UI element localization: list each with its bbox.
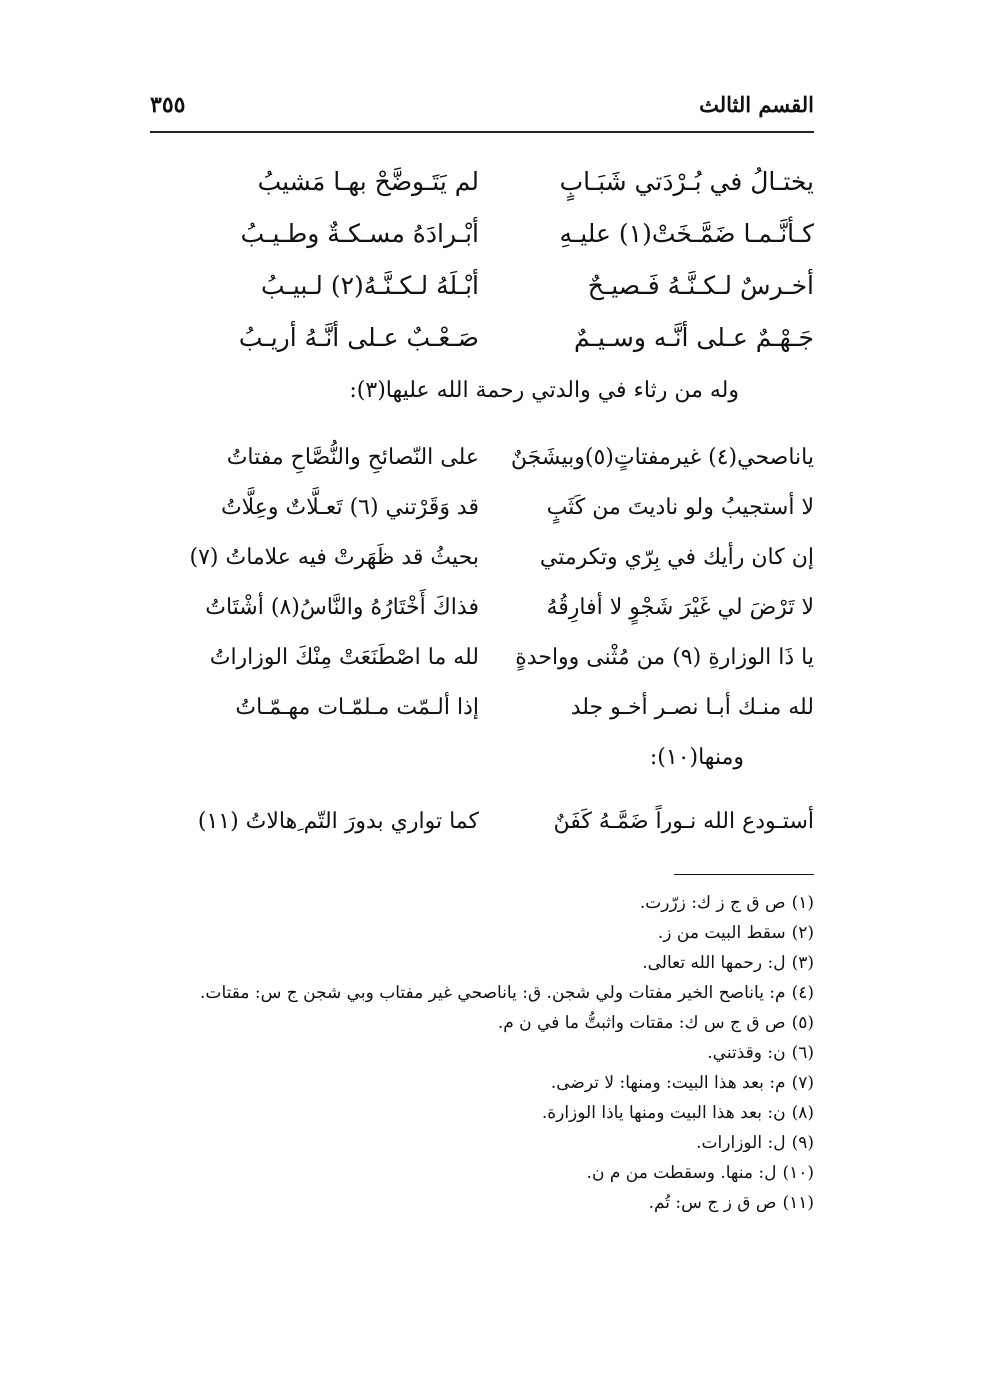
verse-line xyxy=(164,160,814,204)
verse-hemistich-left: على النّصائحِ والنُّصَّاحِ مفتاتُ xyxy=(226,445,479,470)
footnote-number: (٤) xyxy=(791,983,814,1003)
footnote-number: (١٠) xyxy=(782,1163,814,1183)
footnote-text: م: بعد هذا البيت: ومنها: لا ترضى. xyxy=(550,1073,786,1093)
verse-hemistich-left: بحيثُ قد ظَهَرتْ فيه علاماتُ (٧) xyxy=(189,545,479,570)
footnote xyxy=(134,1038,814,1068)
footnote-text: ص ق ج س ك: مقتات واثبتُّ ما في ن م. xyxy=(497,1013,786,1033)
footnote-number: (٨) xyxy=(791,1103,814,1123)
verse-hemistich-right: لله منـك أبـا نصـر أخـو جلد xyxy=(570,695,814,720)
footnote xyxy=(134,978,814,1008)
verse-hemistich-right: يختـالُ في بُـرْدَتي شَبَـابٍ xyxy=(559,167,814,196)
footnote xyxy=(134,1068,814,1098)
verse-hemistich-right: أستـودع الله نـوراً ضَمَّـهُ كَفَنٌ xyxy=(553,809,814,834)
footnote xyxy=(134,1158,814,1188)
footnote xyxy=(134,918,814,948)
verse-hemistich-left: قد وَقَرْتني (٦) تَعـلَّاتٌ وعِلَّاتُ xyxy=(220,495,479,520)
footnote xyxy=(134,1098,814,1128)
verse-line xyxy=(164,800,814,844)
footnote xyxy=(134,888,814,918)
poem-excerpt-intro: ومنها(١٠): xyxy=(649,745,744,770)
verse-hemistich-right: كـأنَّـمـا ضَمَّـخَتْ(١) عليـهِ xyxy=(559,219,814,248)
verse-hemistich-right: جَـهْـمٌ عـلى أنَّـه وسـيـمٌ xyxy=(574,323,814,352)
footnote-text: ص ق ج ز ك: زرّرت. xyxy=(639,893,786,913)
verse-line xyxy=(164,686,814,730)
verse-hemistich-left: صَـعْـبٌ عـلى أنَّـهُ أريـبُ xyxy=(238,323,479,352)
verse-hemistich-right: ياناصحي(٤) غيرمفتاتٍ(٥)وبيشَجَنٌ xyxy=(510,445,814,470)
verse-hemistich-right: لا تَرْضَ لي غَيْرَ شَجْوٍ لا أفارِقُهُ xyxy=(546,595,814,620)
verse-hemistich-right: لا أستجيبُ ولو ناديتَ من كَثَبٍ xyxy=(546,495,814,520)
footnote xyxy=(134,1008,814,1038)
verse-hemistich-right: يا ذَا الوزارةِ (٩) من مُثْنى وواحدةٍ xyxy=(515,645,814,670)
verse-line xyxy=(164,316,814,360)
footnote-text: م: ياناصح الخير مفتات ولي شجن. ق: ياناصحي غير مفتاب وبي شجن ج س: مقتات. xyxy=(200,983,786,1003)
footnote-number: (٧) xyxy=(791,1073,814,1093)
verse-hemistich-left: لله ما اصْطَنَعَتْ مِنْكَ الوزاراتُ xyxy=(209,645,479,670)
verse-hemistich-left: فذاكَ أَخْتَارُهُ والنَّاسُ(٨) أشْتَاتُ xyxy=(205,595,479,620)
footnote-text: ن: بعد هذا البيت ومنها ياذا الوزارة. xyxy=(541,1103,786,1123)
verse-hemistich-right: أخـرسٌ لـكـنَّـهُ فَـصيـحٌ xyxy=(587,271,814,300)
footnote-text: ن: وقذتني. xyxy=(707,1043,786,1063)
footnote-number: (١) xyxy=(791,893,814,913)
footnote xyxy=(134,1188,814,1218)
verse-line xyxy=(164,486,814,530)
verse-line xyxy=(164,536,814,580)
header-divider xyxy=(150,131,814,133)
footnote-number: (٥) xyxy=(791,1013,814,1033)
footnote-text: سقط البيت من ز. xyxy=(657,923,786,943)
verse-hemistich-right: إن كان رأيك في بِرّي وتكرمتي xyxy=(539,545,814,570)
footnote xyxy=(134,1128,814,1158)
verse-line xyxy=(164,586,814,630)
footnote-number: (٣) xyxy=(791,953,814,973)
verse-hemistich-left: أبْـلَهُ لـكـنَّـهُ(٢) لـبيـبُ xyxy=(261,271,479,300)
verse-line xyxy=(164,436,814,480)
verse-hemistich-left: أبْـرادَهُ مسـكـةٌ وطـيـبُ xyxy=(240,219,479,248)
footnote-text: ص ق ز ج س: تُم. xyxy=(648,1193,777,1213)
footnote-number: (١١) xyxy=(782,1193,814,1213)
footnote-text: ل: رحمها الله تعالى. xyxy=(642,953,786,973)
footnote-number: (٦) xyxy=(791,1043,814,1063)
footnote-text: ل: الوزارات. xyxy=(696,1133,786,1153)
footnote xyxy=(134,948,814,978)
verse-hemistich-left: لم يَتَـوضَّحْ بهـا مَشيبُ xyxy=(257,167,479,196)
verse-hemistich-left: كما تواري بدورَ التّم ِهالاتُ (١١) xyxy=(197,809,479,834)
verse-hemistich-left: إذا ألـمّت مـلمّـات مهـمّـاتُ xyxy=(235,695,479,720)
footnote-number: (٩) xyxy=(791,1133,814,1153)
footnote-number: (٢) xyxy=(791,923,814,943)
page-number: ٣٥٥ xyxy=(150,92,186,118)
footnote-text: ل: منها. وسقطت من م ن. xyxy=(586,1163,777,1183)
verse-line xyxy=(164,636,814,680)
footnotes xyxy=(134,888,814,1218)
poem-intro: وله من رثاء في والدتي رحمة الله عليها(٣): xyxy=(349,378,739,403)
verse-line xyxy=(164,212,814,256)
section-title: القسم الثالث xyxy=(699,92,814,117)
verse-line xyxy=(164,264,814,308)
